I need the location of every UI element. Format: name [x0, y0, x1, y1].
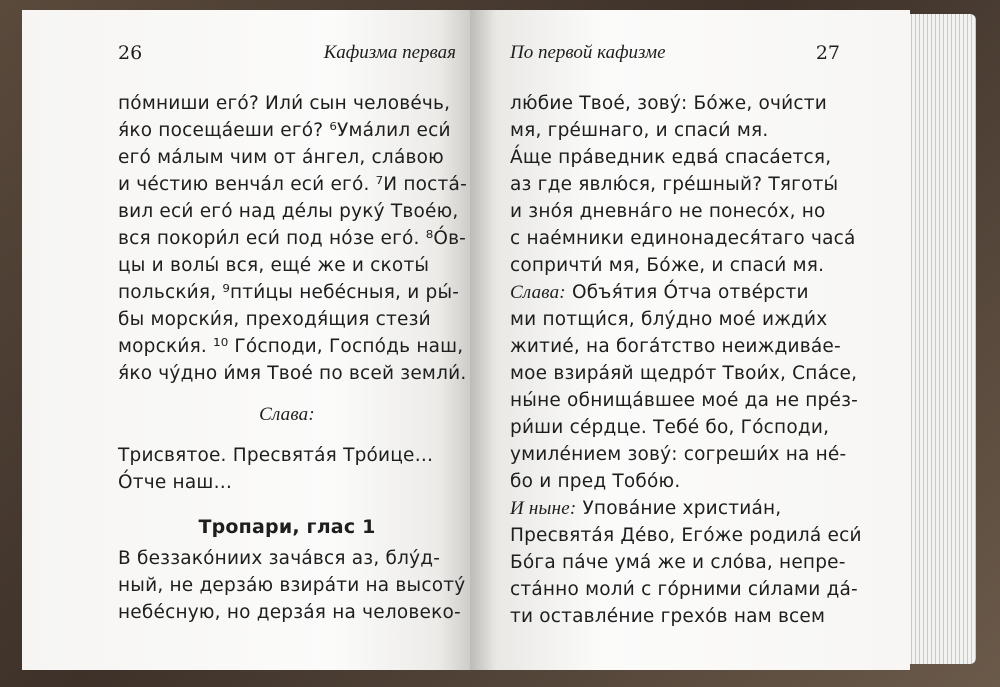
- troparia-heading: Тропари, глас 1: [198, 516, 376, 538]
- text-line: ми потщи́ся, блу́дно мое́ ижди́х: [510, 309, 828, 330]
- text-line: и зно́я дневна́го не понесо́х, но: [510, 201, 826, 222]
- text-line: лю́бие Твое́, зову́: Бо́же, очи́сти: [510, 93, 827, 114]
- trisagion-line: Трисвятое. Пресвята́я Тро́ице…: [118, 445, 434, 466]
- now-first-text: Упова́ние христиа́н,: [582, 498, 782, 519]
- now-line: [510, 495, 840, 522]
- right-troparia-text: [510, 90, 862, 630]
- text-line: умиле́нием зову́: согреши́х на не́-: [510, 444, 847, 465]
- text-line: небе́сную, но дерза́я на человеко-: [118, 602, 461, 623]
- text-line: и че́стию венча́л еси́ его́. ⁷И поста́-: [118, 174, 467, 195]
- glory-label: Слава:: [510, 282, 566, 303]
- left-page-number: 26: [118, 42, 143, 64]
- text-line: цы и волы́ вся, еще́ же и скоты́: [118, 255, 430, 276]
- text-line: ны́не обнища́вшее мое́ да не пре́з-: [510, 390, 858, 411]
- text-line: Пресвята́я Де́во, Его́же родила́ еси́: [510, 525, 862, 546]
- text-line: с нае́мники единонадеся́таго часа́: [510, 228, 856, 249]
- text-line: ста́нно моли́ с го́рними си́лами да́-: [510, 579, 858, 600]
- left-page: [22, 10, 470, 670]
- right-page: [470, 10, 910, 670]
- right-running-head: [510, 42, 840, 82]
- text-line: сопричти́ мя, Бо́же, и спаси́ мя.: [510, 255, 825, 276]
- text-line: житие́, на бога́тство неиждива́е-: [510, 336, 841, 357]
- our-father-line: О́тче наш…: [118, 472, 233, 493]
- right-page-number: 27: [815, 42, 840, 64]
- text-line: бы морски́я, преходя́щия стези́: [118, 309, 431, 330]
- now-label: И ныне:: [510, 498, 577, 519]
- left-psalm-text: [118, 90, 467, 626]
- text-line: ти оставле́ние грехо́в нам всем: [510, 606, 826, 627]
- page-edges: [908, 14, 976, 664]
- text-line: его́ ма́лым чим от а́нгел, сла́вою: [118, 147, 444, 168]
- text-line: мое взира́яй щедро́т Твои́х, Спа́се,: [510, 363, 858, 384]
- text-line: морски́я. ¹⁰ Го́споди, Госпо́дь наш,: [118, 336, 464, 357]
- text-line: польски́я, ⁹пти́цы небе́сныя, и ры́-: [118, 282, 460, 303]
- left-running-title: Кафизма первая: [323, 42, 456, 63]
- text-line: мя, гре́шнаго, и спаси́ мя.: [510, 120, 769, 141]
- text-line: по́мниши его́? Или́ сын челове́чь,: [118, 93, 451, 114]
- text-line: я́ко посеща́еши его́? ⁶Ума́лил еси́: [118, 120, 451, 141]
- text-line: ный, не дерза́ю взира́ти на высоту́: [118, 575, 466, 596]
- text-line: В беззако́ниих зача́вся аз, блу́д-: [118, 548, 441, 569]
- text-line: ри́ши се́рдце. Тебе́ бо, Го́споди,: [510, 417, 830, 438]
- text-line: я́ко чу́дно и́мя Твое́ по всей земли́.: [118, 363, 467, 384]
- text-line: вил еси́ его́ над де́лы руку́ Твое́ю,: [118, 201, 459, 222]
- text-line: бо и пред Тобо́ю.: [510, 471, 681, 492]
- text-line: вся покори́л еси́ под но́зе его́. ⁸О́в-: [118, 228, 467, 249]
- text-line: аз где явлю́ся, гре́шный? Тяготы́: [510, 174, 839, 195]
- left-running-head: [118, 42, 456, 82]
- right-running-title: По первой кафизме: [510, 42, 666, 63]
- glory-first-text: Объя́тия О́тча отве́рсти: [571, 282, 809, 303]
- glory-label: Слава:: [259, 404, 315, 425]
- text-line: Бо́га па́че ума́ же и сло́ва, непре-: [510, 552, 846, 573]
- text-line: А́ще пра́ведник едва́ спаса́ется,: [510, 147, 832, 168]
- glory-line: [510, 279, 840, 306]
